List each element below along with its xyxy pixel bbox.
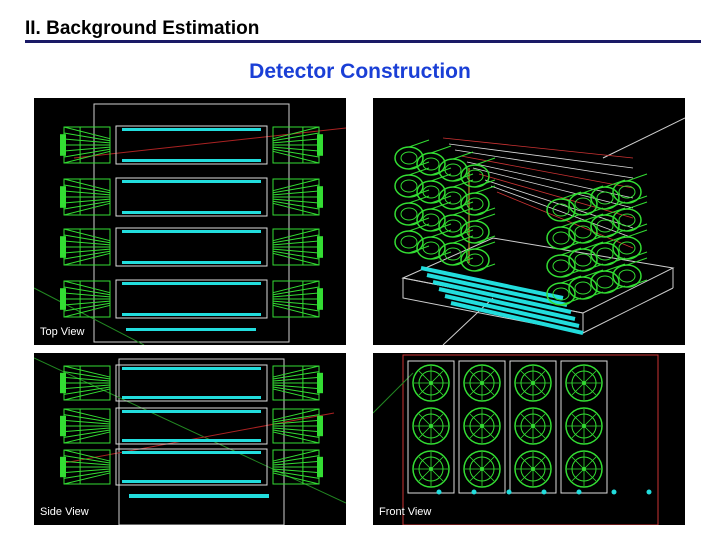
front-view-label: Front View (379, 506, 432, 518)
side-view-drawing (34, 353, 346, 525)
perspective-view-panel (373, 98, 685, 345)
top-view-panel (34, 98, 346, 345)
slide-title: II. Background Estimation (25, 18, 260, 39)
top-view-label: Top View (40, 326, 85, 338)
slide-subtitle: Detector Construction (249, 60, 471, 83)
title-rule (25, 40, 701, 43)
front-view-panel (373, 353, 685, 525)
side-view-label: Side View (40, 506, 89, 518)
side-view-panel (34, 353, 346, 525)
front-view-drawing (373, 353, 685, 525)
perspective-view-drawing (373, 98, 685, 345)
top-view-drawing (34, 98, 346, 345)
